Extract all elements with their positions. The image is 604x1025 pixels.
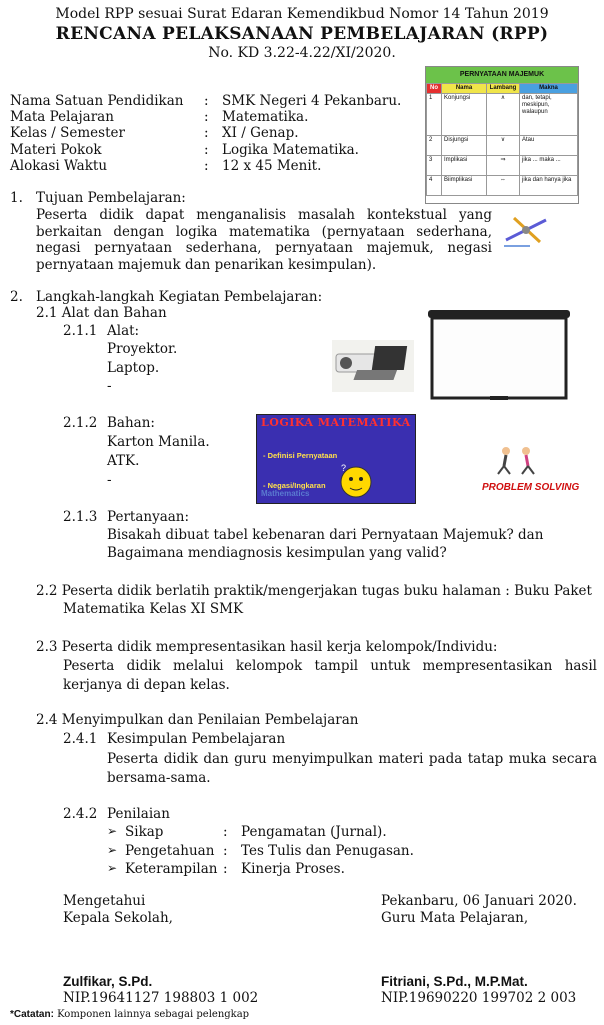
- subsection-heading: 2.1 Alat dan Bahan: [36, 305, 167, 321]
- item-heading: Kesimpulan Pembelajaran: [107, 731, 286, 747]
- footnote-text: Komponen lainnya sebagai pelengkap: [57, 1009, 250, 1020]
- signature-left-line1: Mengetahui: [63, 893, 146, 909]
- subsection-text: Peserta didik melalui kelompok tampil untuk mempresentasikan hasil kerjanya di depan kelas.: [63, 658, 597, 693]
- conclusion-text: Peserta didik dan guru menyimpulkan materi pada tatap muka secara bersama-sama.: [107, 751, 597, 786]
- subsection-text: Matematika Kelas XI SMK: [63, 601, 244, 617]
- assessment-label: Sikap: [125, 824, 164, 840]
- identity-colon: :: [204, 142, 209, 158]
- identity-colon: :: [204, 158, 209, 174]
- subsection-heading: 2.3 Peserta didik mempresentasikan hasil kerja kelompok/Individu:: [36, 639, 498, 655]
- item-number: 2.1.1: [63, 323, 98, 339]
- projection-screen-image: [428, 310, 570, 402]
- identity-label: Kelas / Semester: [10, 125, 125, 141]
- table-row: [427, 156, 578, 176]
- table-cell: ∨: [487, 136, 520, 156]
- teacher-name: Fitriani, S.Pd., M.P.Mat.: [381, 974, 528, 989]
- table-row: [427, 136, 578, 156]
- principal-nip: NIP.19641127 198803 1 002: [63, 990, 259, 1006]
- table-header: Makna: [520, 84, 578, 94]
- table-cell: Disjungsi: [442, 136, 487, 156]
- table-cell: 3: [427, 156, 442, 176]
- signature-right-line1: Pekanbaru, 06 Januari 2020.: [381, 893, 577, 909]
- table-cell: 1: [427, 94, 442, 136]
- section-number: 1.: [10, 190, 23, 206]
- table-cell: Implikasi: [442, 156, 487, 176]
- arrow-bullet-icon: ➢: [107, 843, 118, 857]
- section-heading: Tujuan Pembelajaran:: [36, 190, 186, 206]
- item-heading: Alat:: [107, 323, 140, 339]
- poster-item: - Negasi/Ingkaran: [263, 481, 326, 490]
- tool-item: Proyektor.: [107, 341, 178, 357]
- identity-value: SMK Negeri 4 Pekanbaru.: [222, 93, 402, 109]
- compound-statement-table: [425, 66, 579, 204]
- identity-value: 12 x 45 Menit.: [222, 158, 322, 174]
- logic-poster: [256, 414, 416, 504]
- footnote-label: *Catatan:: [10, 1009, 54, 1020]
- arrow-bullet-icon: ➢: [107, 824, 118, 838]
- identity-colon: :: [204, 93, 209, 109]
- teacher-nip: NIP.19690220 199702 2 003: [381, 990, 577, 1006]
- identity-label: Materi Pokok: [10, 142, 102, 158]
- item-heading: Penilaian: [107, 806, 170, 822]
- identity-label: Mata Pelajaran: [10, 109, 114, 125]
- identity-value: Matematika.: [222, 109, 309, 125]
- identity-label: Alokasi Waktu: [10, 158, 108, 174]
- table-row: [427, 94, 578, 136]
- question-text: Bisakah dibuat tabel kebenaran dari Pernyataan Majemuk? dan: [107, 527, 544, 543]
- signature-left-line2: Kepala Sekolah,: [63, 910, 173, 926]
- table-cell: jika dan hanya jika: [520, 176, 578, 196]
- assessment-value: Kinerja Proses.: [241, 861, 345, 877]
- kd-number: No. KD 3.22-4.22/XI/2020.: [208, 45, 396, 61]
- assessment-colon: :: [223, 843, 228, 859]
- table-cell: jika ... maka ...: [520, 156, 578, 176]
- subsection-heading: 2.2 Peserta didik berlatih praktik/mengerjakan tugas buku halaman : Buku Paket: [36, 583, 592, 599]
- subsection-heading: 2.4 Menyimpulkan dan Penilaian Pembelajaran: [36, 712, 359, 728]
- identity-value: XI / Genap.: [222, 125, 299, 141]
- tool-item: Laptop.: [107, 360, 160, 376]
- problem-solving-figures-icon: [486, 446, 546, 478]
- table-cell: ⇒: [487, 156, 520, 176]
- smiley-thinking-icon: [339, 461, 373, 499]
- table-cell: ∧: [487, 94, 520, 136]
- section-number: 2.: [10, 289, 23, 305]
- table-header: No: [427, 84, 442, 94]
- poster-brand: Mathematics: [261, 489, 310, 498]
- poster-title: LOGIKA MATEMATIKA: [261, 416, 411, 429]
- svg-text:?: ?: [341, 463, 347, 473]
- table-cell: ⇔: [487, 176, 520, 196]
- problem-solving-label: PROBLEM SOLVING: [482, 482, 580, 493]
- table-cell: Biimplikasi: [442, 176, 487, 196]
- arrow-bullet-icon: ➢: [107, 861, 118, 875]
- table-cell: dan, tetapi, meskipun, walaupun: [520, 94, 578, 136]
- table-title: PERNYATAAN MAJEMUK: [426, 67, 578, 83]
- header-line: Model RPP sesuai Surat Edaran Kemendikbud Nomor 14 Tahun 2019: [55, 6, 549, 22]
- item-heading: Pertanyaan:: [107, 509, 190, 525]
- item-heading: Bahan:: [107, 415, 155, 431]
- assessment-colon: :: [223, 861, 228, 877]
- item-number: 2.1.2: [63, 415, 98, 431]
- assessment-label: Keterampilan: [125, 861, 218, 877]
- identity-value: Logika Matematika.: [222, 142, 359, 158]
- assessment-label: Pengetahuan: [125, 843, 215, 859]
- principal-name: Zulfikar, S.Pd.: [63, 974, 153, 989]
- table-cell: 4: [427, 176, 442, 196]
- assessment-value: Pengamatan (Jurnal).: [241, 824, 387, 840]
- table-header: Lambang: [487, 84, 520, 94]
- table-cell: Atau: [520, 136, 578, 156]
- item-number: 2.4.2: [63, 806, 98, 822]
- table-row: [427, 176, 578, 196]
- assessment-colon: :: [223, 824, 228, 840]
- table-cell: Konjungsi: [442, 94, 487, 136]
- section-heading: Langkah-langkah Kegiatan Pembelajaran:: [36, 289, 323, 305]
- material-item: Karton Manila.: [107, 434, 210, 450]
- table-header: Nama: [442, 84, 487, 94]
- tool-item: -: [107, 378, 112, 394]
- poster-item: - Definisi Pernyataan: [263, 451, 338, 460]
- item-number: 2.1.3: [63, 509, 98, 525]
- identity-colon: :: [204, 109, 209, 125]
- table-cell: 2: [427, 136, 442, 156]
- document-title: RENCANA PELAKSANAAN PEMBELAJARAN (RPP): [55, 24, 549, 44]
- material-item: ATK.: [107, 453, 140, 469]
- identity-colon: :: [204, 125, 209, 141]
- item-number: 2.4.1: [63, 731, 98, 747]
- signature-right-line2: Guru Mata Pelajaran,: [381, 910, 529, 926]
- compass-illustration: [500, 210, 552, 250]
- footnote: [10, 1009, 249, 1020]
- assessment-value: Tes Tulis dan Penugasan.: [241, 843, 414, 859]
- projector-laptop-image: [332, 340, 414, 392]
- identity-label: Nama Satuan Pendidikan: [10, 93, 184, 109]
- material-item: -: [107, 472, 112, 488]
- learning-objective: Peserta didik dapat menganalisis masalah kontekstual yang berkaitan dengan logika matematika (pernyataan sederhana, negasi pernyataan sederhana, pernyataan majemuk, negasi pernyataan majemuk dan penarikan kesimpulan).: [36, 207, 492, 273]
- question-text: Bagaimana mendiagnosis kesimpulan yang valid?: [107, 545, 447, 561]
